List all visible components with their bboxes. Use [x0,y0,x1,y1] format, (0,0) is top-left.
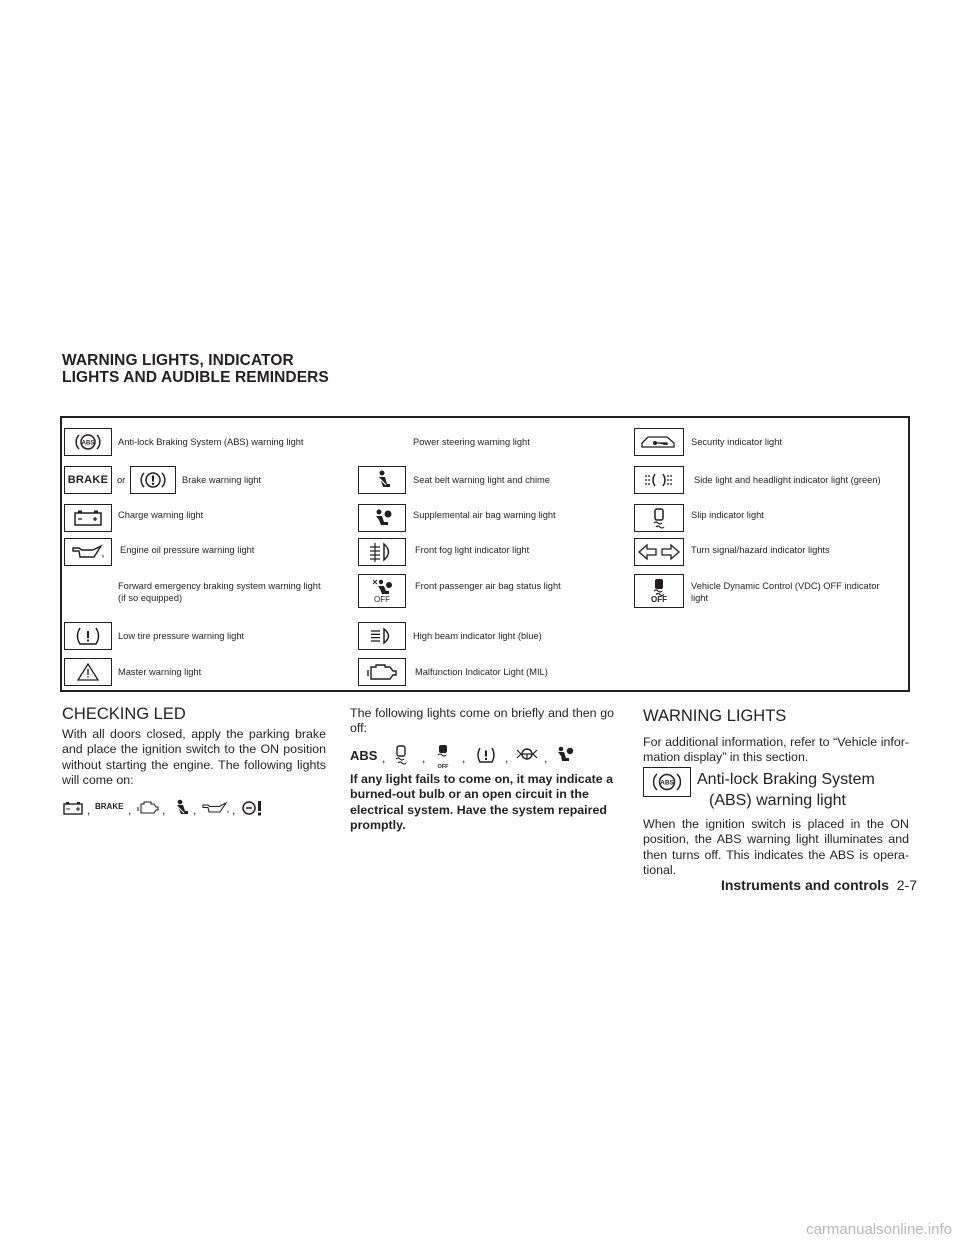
checking-led-heading: CHECKING LED [62,705,186,723]
seat-belt-icon [358,466,406,494]
abs-warning-icon [64,428,112,456]
light-failure-warning: If any light fails to come on, it may indicate a burned-out bulb or an open circuit in the electrical system. Have the system repaired promptly. [350,772,614,832]
separator: , [162,803,166,817]
legend-oil-label: Engine oil pressure warning light [120,545,255,555]
legend-fog-label: Front fog light indicator light [415,545,530,555]
battery-icon [64,504,112,532]
vdc-off-icon [634,574,684,608]
watermark: carmanualsonline.info [806,1221,952,1238]
legend-security-label: Security indicator light [691,437,782,447]
page-footer [721,877,917,893]
legend-seat-belt-label: Seat belt warning light and chime [413,475,550,485]
high-beam-icon [358,622,406,650]
power-steering-icon [515,745,539,765]
engine-mil-icon [136,800,160,816]
separator: , [382,751,386,765]
slip-indicator-icon [634,504,684,532]
oil-can-icon [201,800,231,816]
legend-passenger-airbag-label: Front passenger air bag status light [415,581,561,591]
abs-subheading-line1: Anti-lock Braking System [697,771,875,788]
brake-text-icon: BRAKE [64,466,112,494]
legend-brake-label: Brake warning light [182,475,262,485]
section-title-line2: LIGHTS AND AUDIBLE REMINDERS [62,369,329,386]
passenger-airbag-status-icon [358,574,406,608]
master-warning-icon [64,658,112,686]
warning-lights-heading: WARNING LIGHTS [643,707,787,725]
legend-vdc-line1: Vehicle Dynamic Control (VDC) OFF indicator [691,581,880,591]
separator: , [505,751,509,765]
briefly-lights-intro: The following lights come on briefly and then go off: [350,706,614,736]
footer-section-title: Instruments and controls [720,877,889,893]
legend-master-label: Master warning light [118,667,202,677]
legend-vdc-line2: light [691,593,709,603]
abs-text-icon: ABS [350,748,378,763]
section-title-line1: WARNING LIGHTS, INDICATOR [62,352,294,369]
side-light-icon [634,466,684,494]
vdc-off-icon [434,745,452,770]
section-title [62,352,329,386]
slip-indicator-icon [392,745,410,765]
oil-can-icon [64,538,112,566]
tire-pressure-icon [474,746,498,764]
legend-vdc-label [691,580,880,604]
legend-mil-label: Malfunction Indicator Light (MIL) [415,667,548,677]
legend-side-light-label: Side light and headlight indicator light (green) [694,475,881,485]
abs-subheading-line2: (ABS) warning light [709,792,846,809]
legend-febs-line1: Forward emergency braking system warning light [118,581,321,591]
brake-text-icon: BRAKE [95,802,124,811]
airbag-icon [358,504,406,532]
warning-lights-intro: For additional information, refer to “Vehicle infor-mation display” in this section. [643,735,909,765]
seat-belt-icon [170,798,190,818]
svg-text:ABS: ABS [660,779,674,787]
footer-page-number: 2-7 [896,877,917,893]
legend-charge-label: Charge warning light [118,510,204,520]
legend-febs-line2: (if so equipped) [118,593,183,603]
separator: , [544,751,548,765]
separator: , [193,803,197,817]
checking-led-icon-row [62,798,332,822]
separator: , [462,751,466,765]
separator: , [87,803,91,817]
abs-description: When the ignition switch is placed in the ON position, the ABS warning light illuminates and then turns off. This indicates the ABS is opera-tional. [643,817,909,877]
tire-pressure-icon [64,622,112,650]
legend-abs-label: Anti-lock Braking System (ABS) warning light [118,437,304,447]
legend-power-steering-label: Power steering warning light [413,437,530,447]
vdc-off-text: OFF [651,595,667,604]
fog-light-icon [358,538,406,566]
svg-text:ABS: ABS [81,440,95,447]
vdc-off-text: OFF [437,764,449,770]
legend-high-beam-label: High beam indicator light (blue) [413,631,542,641]
brake-warning-icon [130,466,176,494]
turn-signal-icon [634,538,684,566]
checking-led-body: With all doors closed, apply the parking brake and place the ignition switch to the ON position without starting the engine. The following lights will come on: [62,727,326,787]
engine-mil-icon [358,658,406,686]
legend-or-label: or [117,475,126,485]
indicator-legend [60,416,910,692]
forward-emergency-braking-icon [240,798,274,818]
airbag-icon [553,745,575,765]
legend-tire-label: Low tire pressure warning light [118,631,245,641]
briefly-lights-icon-row [350,745,620,769]
abs-warning-icon [643,767,691,797]
legend-febs-label [118,580,321,604]
security-car-key-icon [634,428,684,456]
legend-turn-label: Turn signal/hazard indicator lights [691,545,830,555]
passenger-airbag-off-text: OFF [374,595,390,604]
separator: , [422,751,426,765]
separator: , [232,803,236,817]
battery-icon [62,800,84,816]
legend-slip-label: Slip indicator light [691,510,764,520]
separator: , [128,803,132,817]
legend-airbag-label: Supplemental air bag warning light [413,510,556,520]
